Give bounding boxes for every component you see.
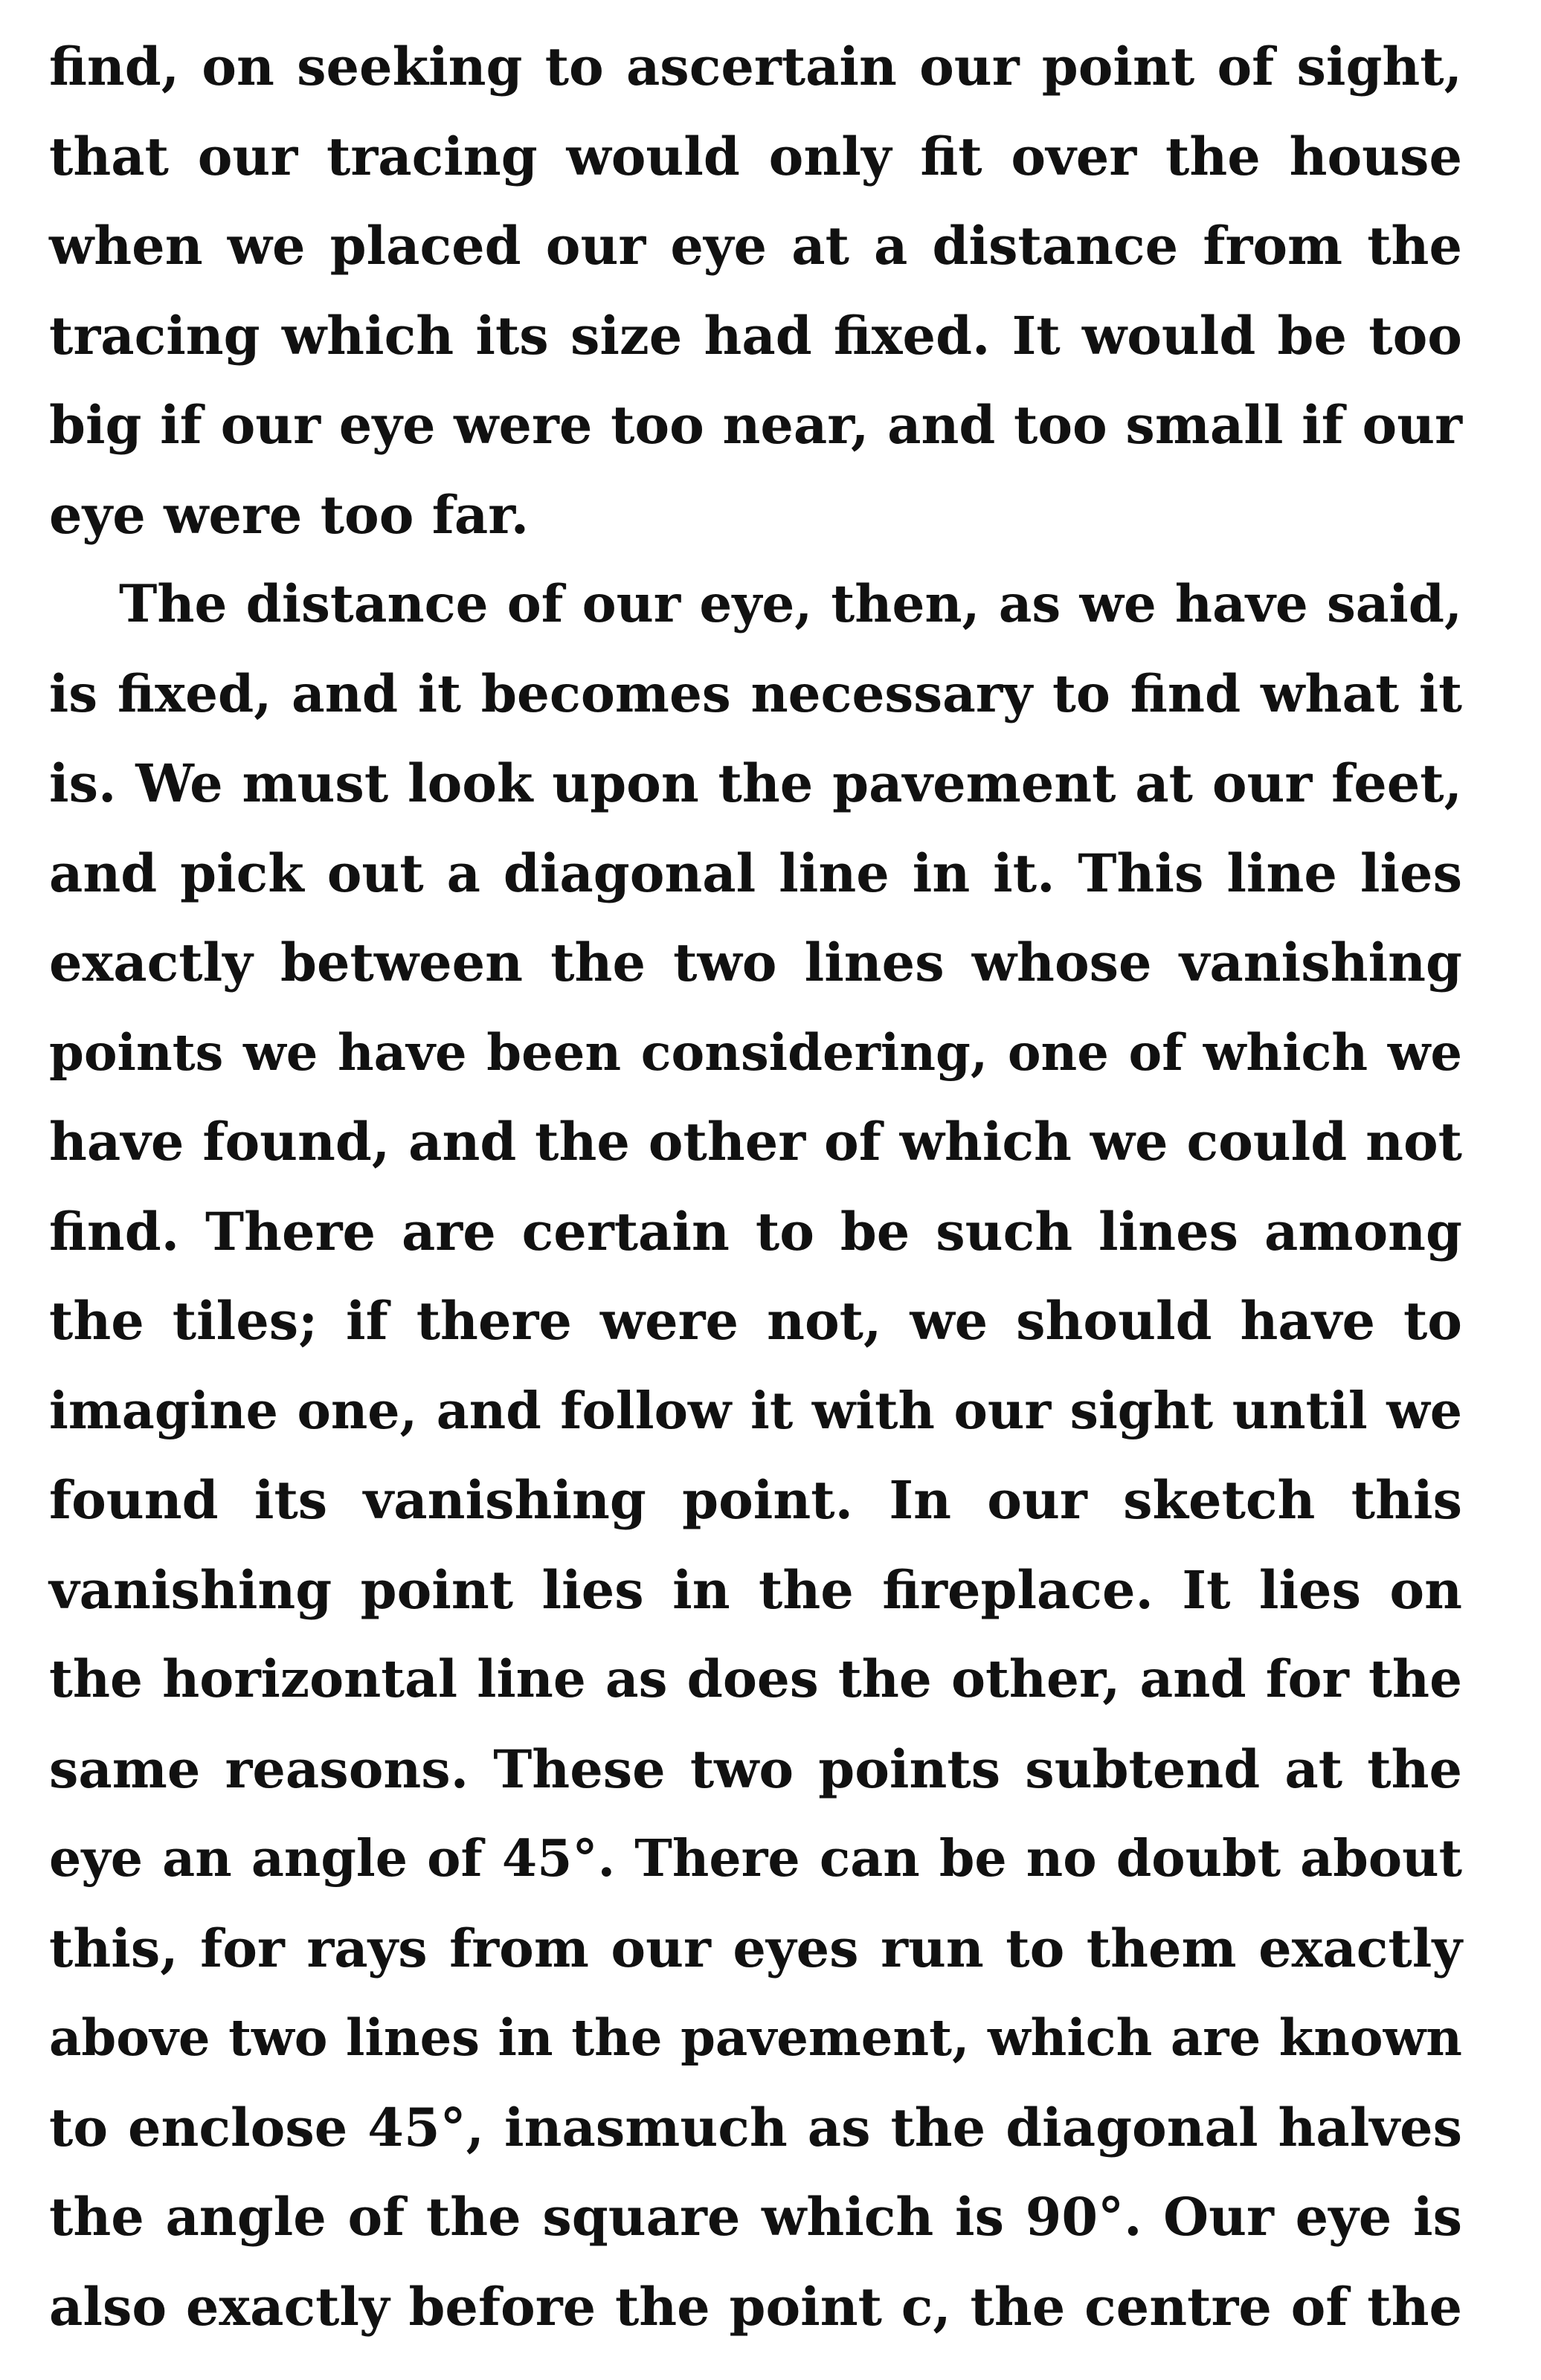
text-line: is fixed, and it becomes necessary to find what it: [49, 663, 1462, 724]
text-line: to enclose 45°, inasmuch as the diagonal halves: [49, 2096, 1462, 2158]
text-line: the angle of the square which is 90°. Our eye is: [49, 2186, 1462, 2248]
text-line: exactly between the two lines whose vanishing: [49, 932, 1462, 993]
text-line: eye an angle of 45°. There can be no doubt about: [49, 1829, 1462, 1889]
text-line: also exactly before the point c, the centre of the: [49, 2275, 1462, 2338]
text-line: found its vanishing point. In our sketch this: [49, 1469, 1462, 1531]
text-line: eye were too far.: [49, 483, 530, 546]
paragraph-1: [49, 22, 1462, 560]
text-line: and pick out a diagonal line in it. This line lies: [49, 842, 1462, 904]
text-line: imagine one, and follow it with our sight until we: [49, 1381, 1462, 1441]
text-line: vanishing point lies in the fireplace. It lies on: [49, 1558, 1462, 1621]
text-line: find. There are certain to be such lines among: [49, 1200, 1462, 1262]
text-line: when we placed our eye at a distance from the: [49, 215, 1462, 277]
text-line: tracing which its size had fixed. It would be too: [49, 304, 1462, 367]
text-line: this, for rays from our eyes run to them exactly: [49, 1917, 1462, 1979]
text-line: The distance of our eye, then, as we have said,: [119, 574, 1462, 634]
text-line: same reasons. These two points subtend at the: [49, 1738, 1462, 1800]
text-line: is. We must look upon the pavement at our feet,: [49, 752, 1462, 814]
text-line: the tiles; if there were not, we should have to: [49, 1290, 1462, 1352]
paragraph-2: [49, 560, 1462, 2352]
text-line: the horizontal line as does the other, and for the: [49, 1649, 1462, 1709]
text-line: points we have been considering, one of which we: [49, 1022, 1462, 1082]
text-line: find, on seeking to ascertain our point of sight,: [49, 36, 1462, 97]
document-page: [49, 22, 1462, 2352]
text-line: big if our eye were too near, and too small if our: [49, 394, 1462, 456]
text-line: have found, and the other of which we could not: [49, 1111, 1462, 1173]
text-line: above two lines in the pavement, which are known: [49, 2008, 1462, 2067]
text-line: that our tracing would only fit over the house: [49, 125, 1462, 187]
